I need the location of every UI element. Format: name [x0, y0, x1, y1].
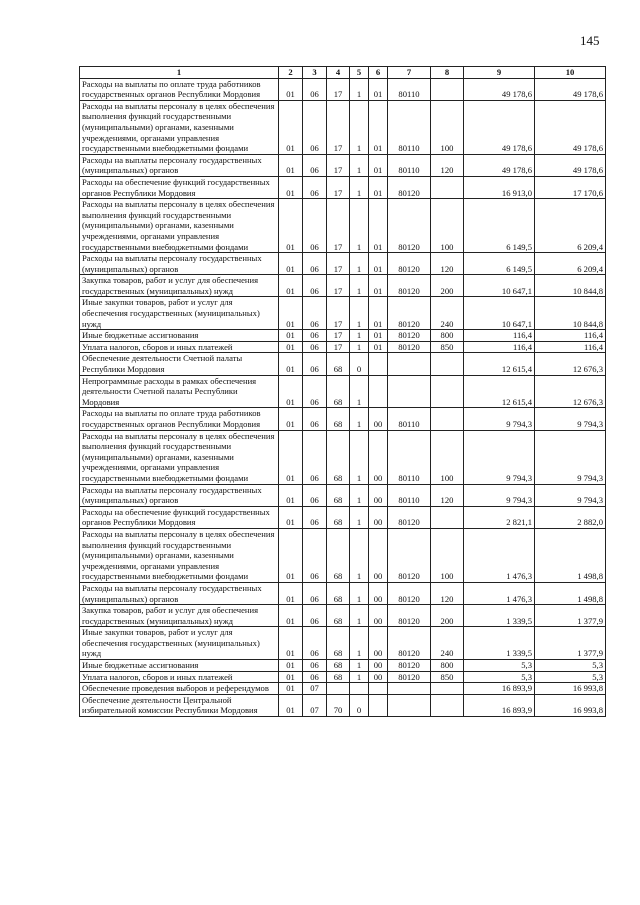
- code-section: 01: [279, 506, 303, 528]
- code-direction: 80120: [388, 176, 431, 198]
- code-event: 01: [369, 341, 388, 353]
- code-subsection: 06: [303, 528, 327, 582]
- code-program: 68: [327, 528, 350, 582]
- code-program: 68: [327, 430, 350, 484]
- code-event: 01: [369, 275, 388, 297]
- code-expense-type: 240: [431, 627, 464, 660]
- code-event: 01: [369, 253, 388, 275]
- code-event: 01: [369, 78, 388, 100]
- code-expense-type: [431, 78, 464, 100]
- table-row: [80, 353, 606, 375]
- code-subprogram: 0: [350, 353, 369, 375]
- row-name: Расходы на выплаты персоналу в целях обеспечения выполнения функций государственными (муниципальными) органами, казенными учреждениями, органами управления государственными внебюджетными фондами: [80, 100, 279, 154]
- code-subsection: 06: [303, 100, 327, 154]
- code-program: 68: [327, 375, 350, 408]
- code-direction: 80120: [388, 605, 431, 627]
- code-program: 70: [327, 694, 350, 716]
- row-name: Расходы на выплаты по оплате труда работников государственных органов Республики Мордовия: [80, 78, 279, 100]
- code-program: 17: [327, 341, 350, 353]
- code-event: 00: [369, 484, 388, 506]
- table-row: [80, 660, 606, 672]
- code-direction: 80120: [388, 506, 431, 528]
- code-section: 01: [279, 330, 303, 342]
- code-direction: 80120: [388, 341, 431, 353]
- amount-year-1: 116,4: [464, 330, 535, 342]
- code-expense-type: [431, 375, 464, 408]
- code-event: [369, 353, 388, 375]
- code-event: [369, 375, 388, 408]
- code-expense-type: 100: [431, 528, 464, 582]
- code-section: 01: [279, 528, 303, 582]
- code-subsection: 06: [303, 582, 327, 604]
- code-section: 01: [279, 353, 303, 375]
- amount-year-1: 1 476,3: [464, 528, 535, 582]
- code-direction: 80120: [388, 582, 431, 604]
- code-subprogram: 0: [350, 694, 369, 716]
- code-direction: [388, 353, 431, 375]
- code-expense-type: [431, 408, 464, 430]
- amount-year-2: 5,3: [535, 660, 606, 672]
- code-program: 68: [327, 408, 350, 430]
- amount-year-1: 6 149,5: [464, 199, 535, 253]
- code-subprogram: 1: [350, 430, 369, 484]
- amount-year-1: 116,4: [464, 341, 535, 353]
- code-event: 00: [369, 660, 388, 672]
- code-event: 00: [369, 671, 388, 683]
- amount-year-2: 12 676,3: [535, 375, 606, 408]
- row-name: Расходы на обеспечение функций государственных органов Республики Мордовия: [80, 176, 279, 198]
- table-row: [80, 297, 606, 330]
- amount-year-1: 6 149,5: [464, 253, 535, 275]
- code-program: 68: [327, 605, 350, 627]
- code-direction: 80120: [388, 627, 431, 660]
- code-expense-type: 120: [431, 484, 464, 506]
- code-subsection: 06: [303, 506, 327, 528]
- code-subsection: 06: [303, 408, 327, 430]
- row-name: Обеспечение деятельности Центральной избирательной комиссии Республики Мордовия: [80, 694, 279, 716]
- code-expense-type: [431, 506, 464, 528]
- row-name: Расходы на выплаты персоналу государственных (муниципальных) органов: [80, 253, 279, 275]
- amount-year-1: 10 647,1: [464, 297, 535, 330]
- row-name: Закупка товаров, работ и услуг для обеспечения государственных (муниципальных) нужд: [80, 605, 279, 627]
- code-section: 01: [279, 341, 303, 353]
- code-subsection: 06: [303, 297, 327, 330]
- code-direction: 80120: [388, 330, 431, 342]
- amount-year-1: 1 339,5: [464, 605, 535, 627]
- code-event: 01: [369, 100, 388, 154]
- amount-year-1: 12 615,4: [464, 353, 535, 375]
- code-event: 01: [369, 176, 388, 198]
- code-direction: 80110: [388, 100, 431, 154]
- column-header: 3: [303, 67, 327, 79]
- code-program: 68: [327, 660, 350, 672]
- row-name: Иные закупки товаров, работ и услуг для обеспечения государственных (муниципальных) нужд: [80, 297, 279, 330]
- table-row: [80, 154, 606, 176]
- code-expense-type: 200: [431, 605, 464, 627]
- amount-year-1: 9 794,3: [464, 408, 535, 430]
- table-row: [80, 199, 606, 253]
- column-header: 1: [80, 67, 279, 79]
- column-header: 10: [535, 67, 606, 79]
- code-direction: 80110: [388, 430, 431, 484]
- code-subsection: 06: [303, 671, 327, 683]
- code-subsection: 06: [303, 253, 327, 275]
- code-subprogram: 1: [350, 176, 369, 198]
- code-event: 00: [369, 408, 388, 430]
- code-subprogram: 1: [350, 506, 369, 528]
- row-name: Расходы на обеспечение функций государственных органов Республики Мордовия: [80, 506, 279, 528]
- table-row: [80, 671, 606, 683]
- row-name: Расходы на выплаты персоналу в целях обеспечения выполнения функций государственными (муниципальными) органами, казенными учреждениями, органами управления государственными внебюджетными фондами: [80, 528, 279, 582]
- code-expense-type: [431, 353, 464, 375]
- code-subsection: 06: [303, 375, 327, 408]
- page-number: 145: [580, 33, 600, 48]
- table-row: [80, 275, 606, 297]
- row-name: Уплата налогов, сборов и иных платежей: [80, 671, 279, 683]
- amount-year-1: 10 647,1: [464, 275, 535, 297]
- row-name: Расходы на выплаты по оплате труда работников государственных органов Республики Мордовия: [80, 408, 279, 430]
- code-expense-type: 100: [431, 199, 464, 253]
- column-header: 2: [279, 67, 303, 79]
- amount-year-2: 10 844,8: [535, 275, 606, 297]
- code-program: 68: [327, 671, 350, 683]
- table-row: [80, 506, 606, 528]
- amount-year-1: 2 821,1: [464, 506, 535, 528]
- table-row: [80, 683, 606, 695]
- table-row: [80, 484, 606, 506]
- code-subprogram: 1: [350, 375, 369, 408]
- budget-table: [79, 66, 606, 717]
- code-subprogram: 1: [350, 627, 369, 660]
- amount-year-1: 5,3: [464, 671, 535, 683]
- code-program: 17: [327, 199, 350, 253]
- code-section: 01: [279, 484, 303, 506]
- amount-year-2: 49 178,6: [535, 100, 606, 154]
- code-event: [369, 694, 388, 716]
- table-row: [80, 375, 606, 408]
- code-expense-type: 200: [431, 275, 464, 297]
- code-subprogram: 1: [350, 660, 369, 672]
- code-subprogram: 1: [350, 253, 369, 275]
- code-subprogram: 1: [350, 582, 369, 604]
- code-subsection: 06: [303, 353, 327, 375]
- code-direction: 80110: [388, 484, 431, 506]
- code-section: 01: [279, 694, 303, 716]
- code-expense-type: [431, 694, 464, 716]
- amount-year-2: 10 844,8: [535, 297, 606, 330]
- code-direction: 80110: [388, 78, 431, 100]
- amount-year-2: 1 498,8: [535, 582, 606, 604]
- row-name: Уплата налогов, сборов и иных платежей: [80, 341, 279, 353]
- amount-year-2: 6 209,4: [535, 253, 606, 275]
- code-event: 00: [369, 605, 388, 627]
- code-event: 00: [369, 582, 388, 604]
- amount-year-1: 49 178,6: [464, 100, 535, 154]
- amount-year-1: 16 913,0: [464, 176, 535, 198]
- code-subsection: 07: [303, 694, 327, 716]
- code-program: 17: [327, 78, 350, 100]
- code-subprogram: 1: [350, 100, 369, 154]
- amount-year-2: 1 377,9: [535, 605, 606, 627]
- code-subsection: 06: [303, 154, 327, 176]
- code-subprogram: 1: [350, 341, 369, 353]
- code-subprogram: 1: [350, 199, 369, 253]
- amount-year-2: 49 178,6: [535, 154, 606, 176]
- code-event: 01: [369, 199, 388, 253]
- row-name: Обеспечение деятельности Счетной палаты Республики Мордовия: [80, 353, 279, 375]
- table-row: [80, 176, 606, 198]
- code-subprogram: 1: [350, 330, 369, 342]
- amount-year-2: 17 170,6: [535, 176, 606, 198]
- amount-year-1: 49 178,6: [464, 154, 535, 176]
- code-subsection: 06: [303, 275, 327, 297]
- code-program: 17: [327, 176, 350, 198]
- row-name: Расходы на выплаты персоналу государственных (муниципальных) органов: [80, 582, 279, 604]
- amount-year-1: 5,3: [464, 660, 535, 672]
- code-direction: 80110: [388, 154, 431, 176]
- amount-year-2: 116,4: [535, 330, 606, 342]
- code-section: 01: [279, 408, 303, 430]
- row-name: Иные бюджетные ассигнования: [80, 660, 279, 672]
- amount-year-2: 2 882,0: [535, 506, 606, 528]
- code-section: 01: [279, 100, 303, 154]
- code-direction: 80120: [388, 528, 431, 582]
- code-expense-type: 800: [431, 330, 464, 342]
- amount-year-2: 5,3: [535, 671, 606, 683]
- code-direction: [388, 375, 431, 408]
- table-body: [80, 78, 606, 716]
- table-row: [80, 430, 606, 484]
- code-subsection: 06: [303, 330, 327, 342]
- code-expense-type: [431, 683, 464, 695]
- code-section: 01: [279, 176, 303, 198]
- row-name: Расходы на выплаты персоналу в целях обеспечения выполнения функций государственными (муниципальными) органами, казенными учреждениями, органами управления государственными внебюджетными фондами: [80, 430, 279, 484]
- code-section: 01: [279, 683, 303, 695]
- table-row: [80, 694, 606, 716]
- code-section: 01: [279, 375, 303, 408]
- row-name: Обеспечение проведения выборов и референдумов: [80, 683, 279, 695]
- row-name: Непрограммные расходы в рамках обеспечения деятельности Счетной палаты Республики Мордовия: [80, 375, 279, 408]
- amount-year-2: 1 498,8: [535, 528, 606, 582]
- code-section: 01: [279, 78, 303, 100]
- code-direction: 80120: [388, 297, 431, 330]
- code-program: [327, 683, 350, 695]
- table-row: [80, 605, 606, 627]
- code-section: 01: [279, 297, 303, 330]
- code-section: 01: [279, 199, 303, 253]
- code-subsection: 06: [303, 484, 327, 506]
- code-expense-type: 120: [431, 582, 464, 604]
- amount-year-2: 49 178,6: [535, 78, 606, 100]
- code-subsection: 06: [303, 78, 327, 100]
- code-section: 01: [279, 660, 303, 672]
- table-row: [80, 100, 606, 154]
- code-subsection: 06: [303, 660, 327, 672]
- code-direction: 80110: [388, 408, 431, 430]
- code-direction: [388, 683, 431, 695]
- code-subprogram: 1: [350, 408, 369, 430]
- code-event: 01: [369, 154, 388, 176]
- code-program: 68: [327, 484, 350, 506]
- amount-year-1: 16 893,9: [464, 683, 535, 695]
- code-direction: 80120: [388, 671, 431, 683]
- amount-year-2: 9 794,3: [535, 408, 606, 430]
- code-expense-type: 100: [431, 100, 464, 154]
- code-subprogram: 1: [350, 78, 369, 100]
- code-section: 01: [279, 582, 303, 604]
- code-program: 17: [327, 154, 350, 176]
- column-header: 7: [388, 67, 431, 79]
- code-subprogram: 1: [350, 275, 369, 297]
- code-program: 68: [327, 353, 350, 375]
- table-row: [80, 408, 606, 430]
- table-row: [80, 341, 606, 353]
- code-event: 00: [369, 430, 388, 484]
- code-direction: 80120: [388, 275, 431, 297]
- column-header: 8: [431, 67, 464, 79]
- code-subprogram: 1: [350, 671, 369, 683]
- code-program: 17: [327, 297, 350, 330]
- table-row: [80, 582, 606, 604]
- column-header: 4: [327, 67, 350, 79]
- amount-year-2: 9 794,3: [535, 484, 606, 506]
- code-section: 01: [279, 627, 303, 660]
- amount-year-2: 12 676,3: [535, 353, 606, 375]
- code-section: 01: [279, 275, 303, 297]
- row-name: Закупка товаров, работ и услуг для обеспечения государственных (муниципальных) нужд: [80, 275, 279, 297]
- code-expense-type: 800: [431, 660, 464, 672]
- code-direction: 80120: [388, 199, 431, 253]
- code-expense-type: 850: [431, 671, 464, 683]
- table-row: [80, 330, 606, 342]
- code-program: 17: [327, 253, 350, 275]
- code-subprogram: 1: [350, 154, 369, 176]
- code-program: 17: [327, 275, 350, 297]
- code-direction: 80120: [388, 253, 431, 275]
- row-name: Расходы на выплаты персоналу государственных (муниципальных) органов: [80, 154, 279, 176]
- amount-year-2: 16 993,8: [535, 694, 606, 716]
- code-expense-type: [431, 176, 464, 198]
- table-row: [80, 627, 606, 660]
- amount-year-2: 16 993,8: [535, 683, 606, 695]
- code-subsection: 06: [303, 430, 327, 484]
- code-program: 68: [327, 506, 350, 528]
- column-header: 5: [350, 67, 369, 79]
- code-expense-type: 120: [431, 154, 464, 176]
- amount-year-2: 1 377,9: [535, 627, 606, 660]
- code-event: 00: [369, 506, 388, 528]
- row-name: Иные бюджетные ассигнования: [80, 330, 279, 342]
- code-direction: [388, 694, 431, 716]
- code-subprogram: 1: [350, 484, 369, 506]
- amount-year-2: 6 209,4: [535, 199, 606, 253]
- column-header: 6: [369, 67, 388, 79]
- code-subprogram: 1: [350, 297, 369, 330]
- code-subsection: 06: [303, 176, 327, 198]
- amount-year-1: 9 794,3: [464, 484, 535, 506]
- code-subsection: 07: [303, 683, 327, 695]
- amount-year-1: 1 339,5: [464, 627, 535, 660]
- code-subprogram: 1: [350, 605, 369, 627]
- column-header: 9: [464, 67, 535, 79]
- code-section: 01: [279, 253, 303, 275]
- table-row: [80, 78, 606, 100]
- code-program: 17: [327, 100, 350, 154]
- code-subprogram: [350, 683, 369, 695]
- code-expense-type: 850: [431, 341, 464, 353]
- code-event: 01: [369, 297, 388, 330]
- code-program: 17: [327, 330, 350, 342]
- header-row: [80, 67, 606, 79]
- code-expense-type: 240: [431, 297, 464, 330]
- code-expense-type: 100: [431, 430, 464, 484]
- code-section: 01: [279, 605, 303, 627]
- row-name: Расходы на выплаты персоналу в целях обеспечения выполнения функций государственными (муниципальными) органами, казенными учреждениями, органами управления государственными внебюджетными фондами: [80, 199, 279, 253]
- row-name: Расходы на выплаты персоналу государственных (муниципальных) органов: [80, 484, 279, 506]
- code-subsection: 06: [303, 605, 327, 627]
- amount-year-1: 49 178,6: [464, 78, 535, 100]
- code-subsection: 06: [303, 341, 327, 353]
- code-subprogram: 1: [350, 528, 369, 582]
- code-subsection: 06: [303, 199, 327, 253]
- amount-year-1: 9 794,3: [464, 430, 535, 484]
- code-event: 00: [369, 528, 388, 582]
- amount-year-2: 116,4: [535, 341, 606, 353]
- code-expense-type: 120: [431, 253, 464, 275]
- table-row: [80, 528, 606, 582]
- code-event: 00: [369, 627, 388, 660]
- code-section: 01: [279, 430, 303, 484]
- code-program: 68: [327, 627, 350, 660]
- amount-year-1: 12 615,4: [464, 375, 535, 408]
- code-section: 01: [279, 671, 303, 683]
- amount-year-1: 1 476,3: [464, 582, 535, 604]
- code-subsection: 06: [303, 627, 327, 660]
- table-row: [80, 253, 606, 275]
- code-program: 68: [327, 582, 350, 604]
- row-name: Иные закупки товаров, работ и услуг для обеспечения государственных (муниципальных) нужд: [80, 627, 279, 660]
- amount-year-1: 16 893,9: [464, 694, 535, 716]
- amount-year-2: 9 794,3: [535, 430, 606, 484]
- code-event: [369, 683, 388, 695]
- code-direction: 80120: [388, 660, 431, 672]
- code-event: 01: [369, 330, 388, 342]
- code-section: 01: [279, 154, 303, 176]
